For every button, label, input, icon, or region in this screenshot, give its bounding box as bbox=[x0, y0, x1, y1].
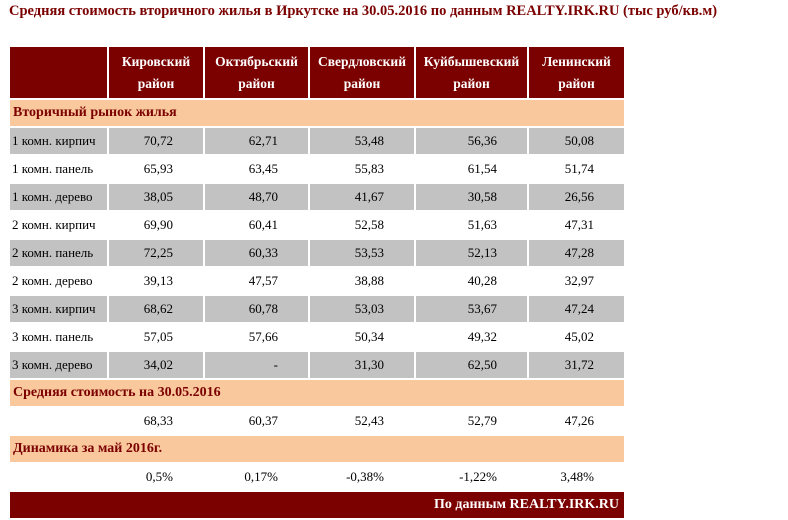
table-row bbox=[10, 324, 624, 350]
row-label: 3 комн. дерево bbox=[10, 352, 107, 378]
row-label: 3 комн. кирпич bbox=[10, 296, 107, 322]
price-cell: 41,67 bbox=[310, 184, 414, 210]
section-dynamics-title: Динамика за май 2016г. bbox=[10, 436, 624, 462]
header-row bbox=[10, 47, 624, 98]
price-cell: 30,58 bbox=[416, 184, 527, 210]
price-cell: 39,13 bbox=[109, 268, 203, 294]
price-cell: 69,90 bbox=[109, 212, 203, 238]
price-cell: 47,24 bbox=[529, 296, 624, 322]
district-header-line: район bbox=[137, 75, 175, 91]
district-header-line: Свердловский bbox=[318, 53, 406, 69]
district-header-line: район bbox=[558, 75, 595, 91]
price-cell: 60,33 bbox=[205, 240, 308, 266]
price-cell: 49,32 bbox=[416, 324, 527, 350]
dynamics-row bbox=[10, 464, 624, 490]
price-cell: 57,66 bbox=[205, 324, 308, 350]
district-header-line: район bbox=[238, 75, 275, 91]
average-row bbox=[10, 408, 624, 434]
average-cell: 52,43 bbox=[310, 408, 414, 434]
dynamics-cell: 0,5% bbox=[109, 464, 203, 490]
row-label: 2 комн. панель bbox=[10, 240, 107, 266]
price-cell: 38,05 bbox=[109, 184, 203, 210]
table-row bbox=[10, 156, 624, 182]
dynamics-cell: 0,17% bbox=[205, 464, 308, 490]
price-cell: - bbox=[205, 352, 308, 378]
price-cell: 50,34 bbox=[310, 324, 414, 350]
average-cell: 68,33 bbox=[109, 408, 203, 434]
average-cell: 60,37 bbox=[205, 408, 308, 434]
row-label: 2 комн. кирпич bbox=[10, 212, 107, 238]
price-cell: 57,05 bbox=[109, 324, 203, 350]
price-cell: 40,28 bbox=[416, 268, 527, 294]
average-cell: 52,79 bbox=[416, 408, 527, 434]
table-row bbox=[10, 128, 624, 154]
price-cell: 60,41 bbox=[205, 212, 308, 238]
district-header-line: Кировский bbox=[121, 53, 191, 69]
price-cell: 60,78 bbox=[205, 296, 308, 322]
district-header-line: район bbox=[453, 75, 490, 91]
price-cell: 47,31 bbox=[529, 212, 624, 238]
price-cell: 51,63 bbox=[416, 212, 527, 238]
page-title: Средняя стоимость вторичного жилья в Иркутске на 30.05.2016 по данным REALTY.IRK.RU (тыс руб/кв.м) bbox=[9, 3, 718, 19]
price-cell: 31,30 bbox=[310, 352, 414, 378]
price-cell: 72,25 bbox=[109, 240, 203, 266]
price-cell: 55,83 bbox=[310, 156, 414, 182]
price-cell: 56,36 bbox=[416, 128, 527, 154]
price-cell: 47,28 bbox=[529, 240, 624, 266]
dynamics-cell: -0,38% bbox=[310, 464, 414, 490]
section-average-title: Средняя стоимость на 30.05.2016 bbox=[10, 380, 624, 406]
price-cell: 65,93 bbox=[109, 156, 203, 182]
price-cell: 63,45 bbox=[205, 156, 308, 182]
average-cell: 47,26 bbox=[529, 408, 624, 434]
section-row bbox=[10, 436, 624, 462]
table-row bbox=[10, 212, 624, 238]
row-label: 1 комн. панель bbox=[10, 156, 107, 182]
footer-row bbox=[10, 492, 624, 518]
price-cell: 34,02 bbox=[109, 352, 203, 378]
footer-source: По данным REALTY.IRK.RU bbox=[10, 492, 624, 518]
district-header bbox=[205, 47, 308, 98]
table-row bbox=[10, 240, 624, 266]
district-header-line: Ленинский bbox=[542, 53, 611, 69]
average-label-empty bbox=[10, 408, 107, 434]
price-cell: 62,50 bbox=[416, 352, 527, 378]
price-cell: 53,48 bbox=[310, 128, 414, 154]
table-row bbox=[10, 352, 624, 378]
price-cell: 32,97 bbox=[529, 268, 624, 294]
price-cell: 68,62 bbox=[109, 296, 203, 322]
price-cell: 52,13 bbox=[416, 240, 527, 266]
table-row bbox=[10, 268, 624, 294]
price-cell: 47,57 bbox=[205, 268, 308, 294]
price-cell: 53,53 bbox=[310, 240, 414, 266]
district-header bbox=[416, 47, 527, 98]
dynamics-label-empty bbox=[10, 464, 107, 490]
price-cell: 26,56 bbox=[529, 184, 624, 210]
price-cell: 61,54 bbox=[416, 156, 527, 182]
price-cell: 53,03 bbox=[310, 296, 414, 322]
price-cell: 52,58 bbox=[310, 212, 414, 238]
row-label: 1 комн. кирпич bbox=[10, 128, 107, 154]
section-row bbox=[10, 100, 624, 126]
district-header bbox=[529, 47, 624, 98]
price-cell: 70,72 bbox=[109, 128, 203, 154]
price-cell: 50,08 bbox=[529, 128, 624, 154]
price-cell: 48,70 bbox=[205, 184, 308, 210]
price-cell: 53,67 bbox=[416, 296, 527, 322]
district-header bbox=[109, 47, 203, 98]
district-header bbox=[310, 47, 414, 98]
district-header-line: Куйбышевский bbox=[423, 53, 520, 69]
dynamics-cell: 3,48% bbox=[529, 464, 624, 490]
price-cell: 38,88 bbox=[310, 268, 414, 294]
price-table bbox=[8, 45, 626, 520]
row-label: 3 комн. панель bbox=[10, 324, 107, 350]
price-cell: 45,02 bbox=[529, 324, 624, 350]
price-cell: 62,71 bbox=[205, 128, 308, 154]
table-row bbox=[10, 296, 624, 322]
table-row bbox=[10, 184, 624, 210]
price-cell: 31,72 bbox=[529, 352, 624, 378]
district-header-line: Октябрьский bbox=[215, 53, 298, 69]
price-cell: 51,74 bbox=[529, 156, 624, 182]
row-label: 2 комн. дерево bbox=[10, 268, 107, 294]
header-corner bbox=[10, 47, 107, 98]
section-market-title: Вторичный рынок жилья bbox=[10, 100, 624, 126]
row-label: 1 комн. дерево bbox=[10, 184, 107, 210]
dynamics-cell: -1,22% bbox=[416, 464, 527, 490]
district-header-line: район bbox=[343, 75, 381, 91]
section-row bbox=[10, 380, 624, 406]
